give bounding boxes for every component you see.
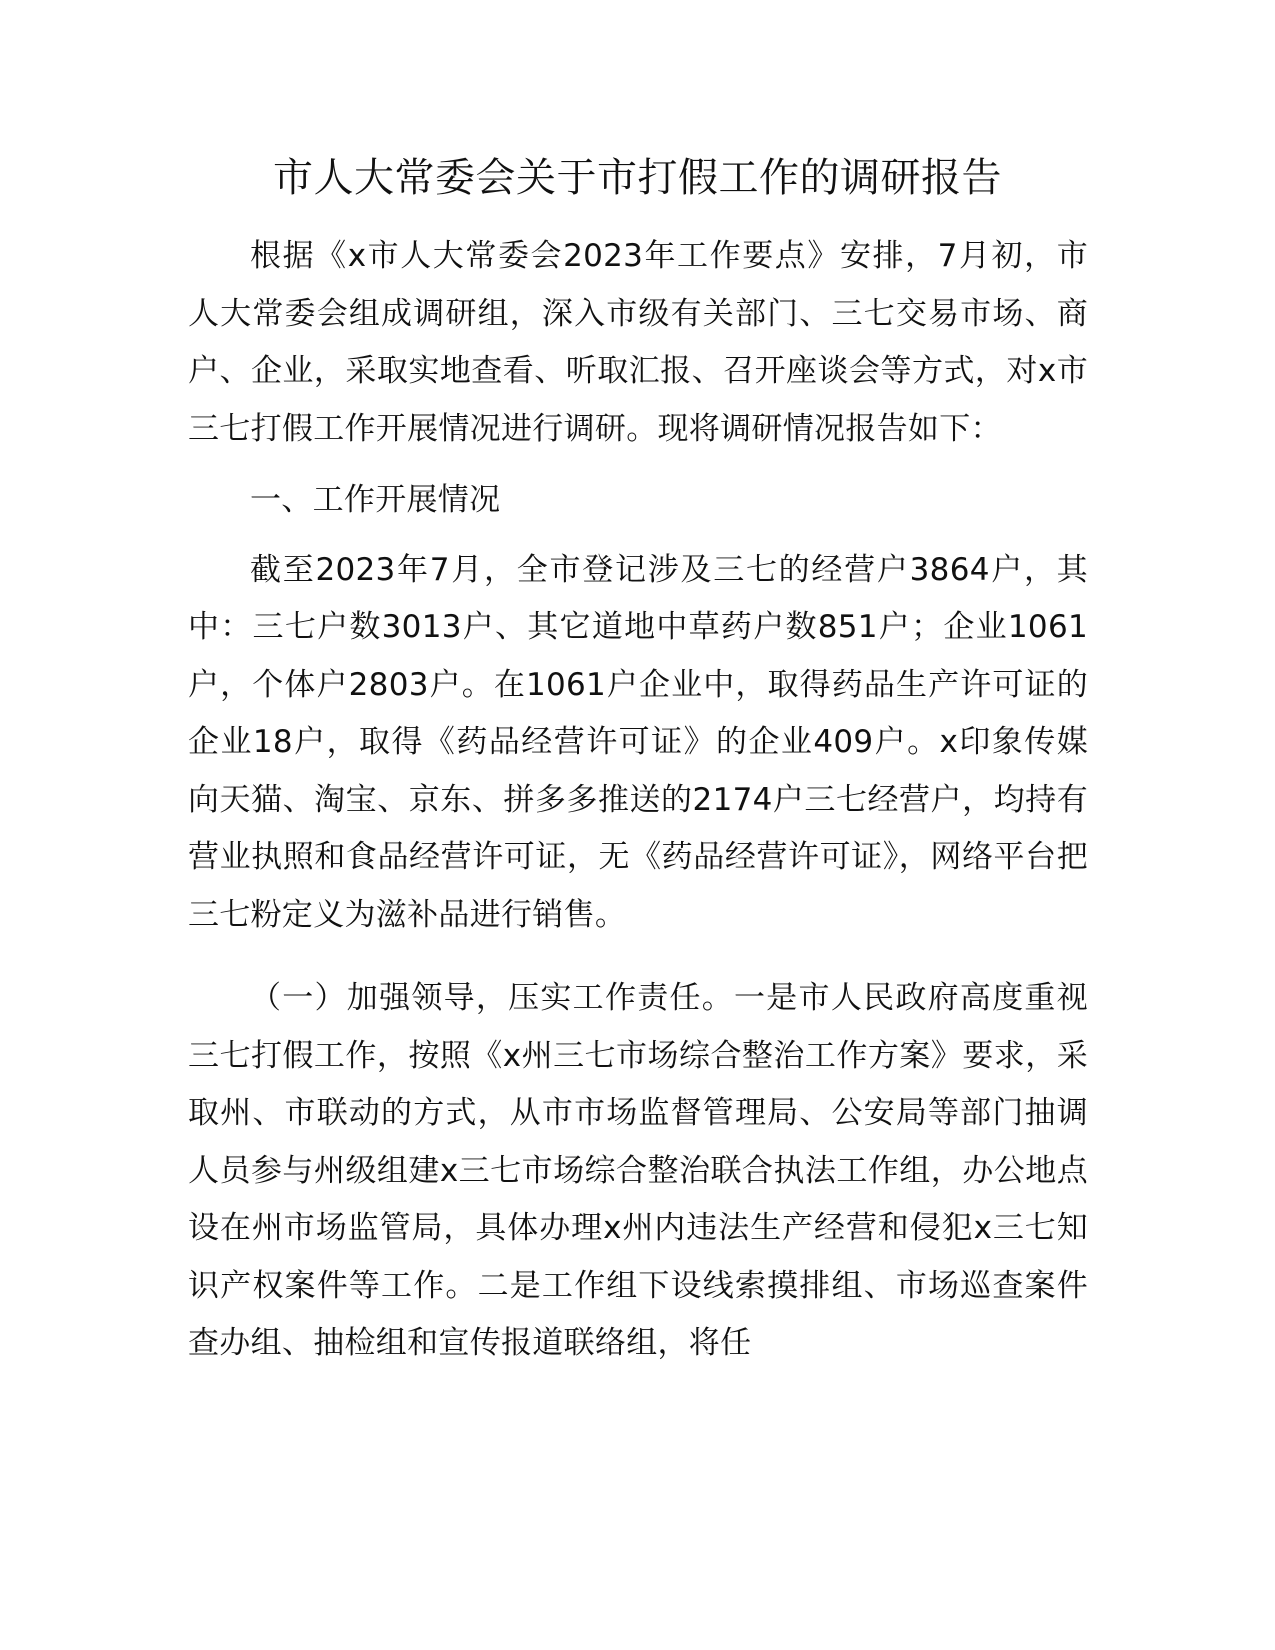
intro-paragraph: 根据《x市人大常委会2023年工作要点》安排，7月初，市人大常委会组成调研组，深入市级有关部门、三七交易市场、商户、企业，采取实地查看、听取汇报、召开座谈会等方式，对x市三七打假工作开展情况进行调研。现将调研情况报告如下： bbox=[188, 238, 1088, 447]
document-title: 市人大常委会关于市打假工作的调研报告 bbox=[273, 155, 1002, 201]
subsection-paragraph: （一）加强领导，压实工作责任。一是市人民政府高度重视三七打假工作，按照《x州三七市场综合整治工作方案》要求，采取州、市联动的方式，从市市场监督管理局、公安局等部门抽调人员参与州级组建x三七市场综合整治联合执法工作组，办公地点设在州市场监管局，具体办理x州内违法生产经营和侵犯x三七知识产权案件等工作。二是工作组下设线索摸排组、市场巡查案件查办组、抽检组和宣传报道联络组，将任 bbox=[188, 980, 1088, 1361]
document-body bbox=[188, 228, 1088, 1373]
section-heading: 一、工作开展情况 bbox=[250, 482, 501, 518]
section-body-paragraph: 截至2023年7月，全市登记涉及三七的经营户3864户，其中：三七户数3013户、其它道地中草药户数851户；企业1061户，个体户2803户。在1061户企业中，取得药品生产许可证的企业18户，取得《药品经营许可证》的企业409户。x印象传媒向天猫、淘宝、京东、拼多多推送的2174户三七经营户，均持有营业执照和食品经营许可证，无《药品经营许可证》，网络平台把三七粉定义为滋补品进行销售。 bbox=[188, 551, 1088, 933]
